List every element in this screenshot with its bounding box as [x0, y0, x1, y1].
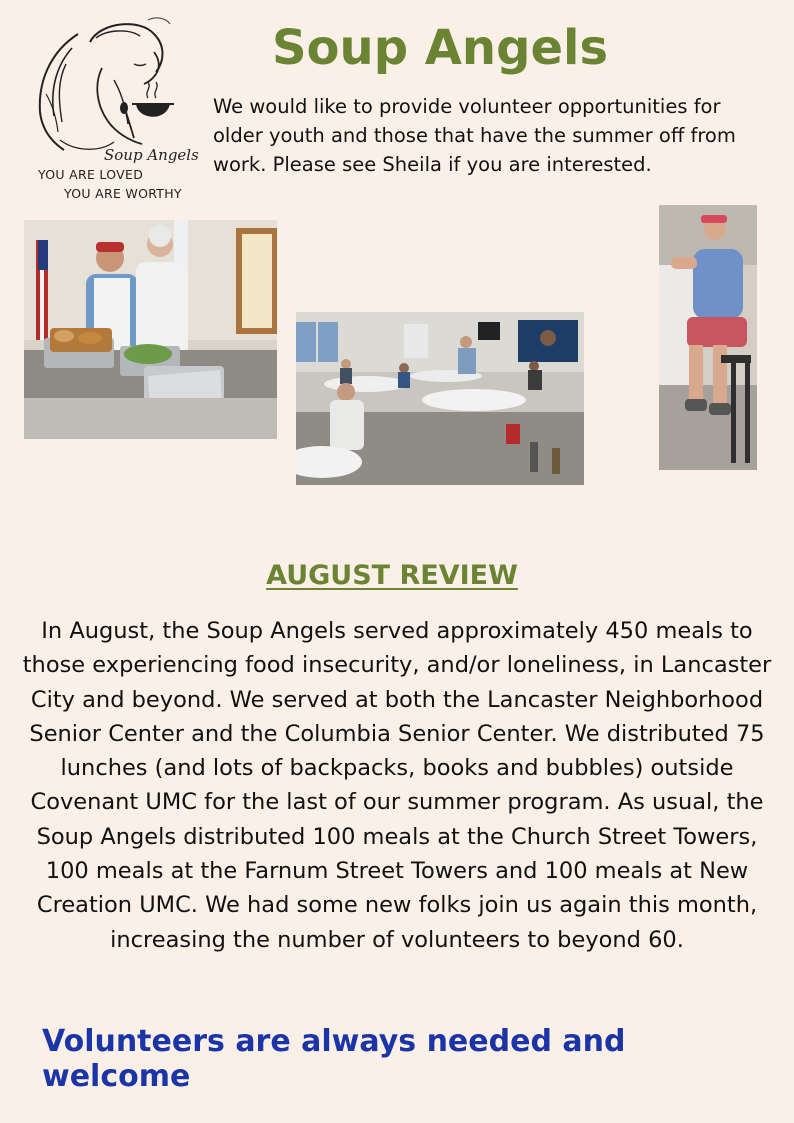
photo-volunteer-icon — [659, 205, 757, 470]
photo-dining-hall-icon — [296, 312, 584, 485]
intro-text: We would like to provide volunteer opportunities for older youth and those that have the summer off from work. Please see Sheila if you are interested. — [213, 95, 736, 176]
volunteers-serving-photo — [24, 220, 277, 439]
august-review-heading: AUGUST REVIEW — [266, 560, 518, 591]
logo-tagline-worthy: YOU ARE WORTHY — [64, 186, 182, 201]
august-review-text: In August, the Soup Angels served approximately 450 meals to those experiencing food insecurity, and/or loneliness, in Lancaster City and beyond. We served at both the Lancaster Neighborhood Senior Center and the Columbia Senior Center. We distributed 75 lunches (and lots of backpacks, books and bubbles) outside Covenant UMC for the last of our summer program. As usual, the Soup Angels distributed 100 meals at the Church Street Towers, 100 meals at the Farnum Street Towers and 100 meals at New Creation UMC. We had some new folks join us again this month, increasing the number of volunteers to beyond 60. — [22, 618, 772, 953]
angel-logo-icon — [30, 12, 202, 162]
volunteers-callout: Volunteers are always needed and welcome — [42, 1024, 626, 1094]
logo-script-text: Soup Angels — [104, 146, 199, 164]
page-title: Soup Angels — [271, 20, 609, 76]
soup-angels-logo — [30, 12, 202, 204]
dining-hall-photo — [296, 312, 584, 485]
logo-tagline-loved: YOU ARE LOVED — [38, 167, 144, 182]
photo-serving-icon — [24, 220, 277, 439]
volunteer-seated-photo — [659, 205, 757, 470]
